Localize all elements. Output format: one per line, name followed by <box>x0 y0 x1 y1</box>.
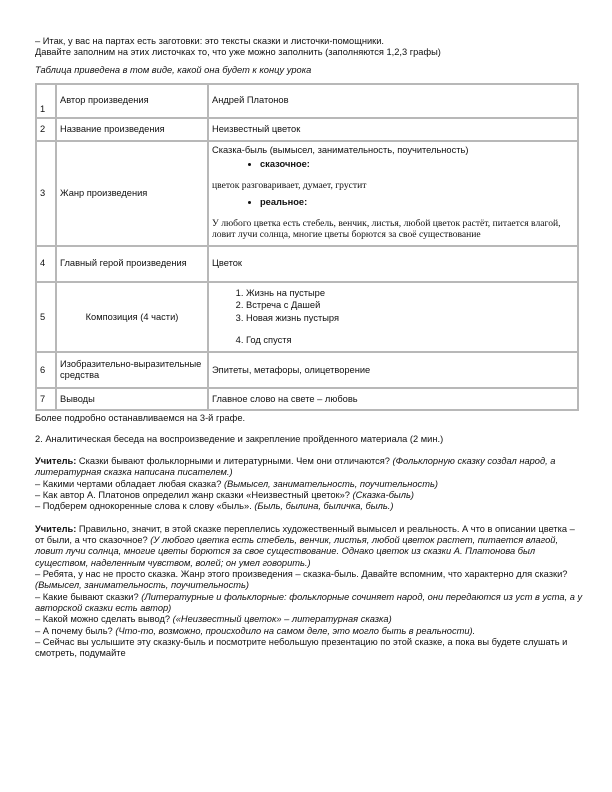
teacher-text: Сказки бывают фольклорными и литературными. Чем они отличаются? <box>76 456 393 467</box>
question-line: – Сейчас вы услышите эту сказку-быль и посмотрите небольшую презентацию по этой сказке, а пока вы будете слушать и смотреть, подумайте <box>35 636 568 659</box>
speaker-label: Учитель: <box>35 523 77 534</box>
answer-text: (Что-то, возможно, происходило на самом деле, это могло быть в реальности). <box>115 625 476 636</box>
composition-list <box>212 288 574 346</box>
list-item: 2. Встреча с Дашей <box>246 300 574 311</box>
row-label: Автор произведения <box>56 84 208 118</box>
teacher-paragraph-1 <box>35 456 583 479</box>
table-row <box>36 282 578 352</box>
row-label: Выводы <box>56 388 208 410</box>
bullet-real: • реальное: <box>260 197 574 208</box>
genre-real-text: У любого цветка есть стебель, венчик, листья, любой цветок растёт, питается влагой, ловит лучи солнца, многие цветы борются за своё существование <box>212 217 561 241</box>
row-label: Изобразительно-выразительные средства <box>56 352 208 388</box>
lesson-table <box>35 83 579 411</box>
answer-text: (Литературные и фольклорные: фольклорные сочиняет народ, они передаются из уст в уста, а у авторской сказки есть автор) <box>35 591 583 613</box>
table-row <box>36 246 578 282</box>
question-text: – Какими чертами обладает любая сказка? <box>35 478 224 489</box>
row-value: Андрей Платонов <box>208 84 578 118</box>
question-text: – Какой можно сделать вывод? <box>35 614 173 625</box>
list-item: 1. Жизнь на пустыре <box>246 288 574 299</box>
teacher-paragraph-2 <box>35 524 583 569</box>
row-label: Жанр произведения <box>56 141 208 246</box>
question-line <box>35 626 583 637</box>
answer-text: (Фольклорную сказку создал народ, а литературная сказка написана писателем.) <box>35 456 556 478</box>
genre-fairy-text: цветок разговаривает, думает, грустит <box>212 179 367 191</box>
intro-line-1: – Итак, у вас на партах есть заготовки: это тексты сказки и листочки-помощники. <box>35 36 385 46</box>
section-heading: 2. Аналитическая беседа на воспроизведение и закрепление пройденного материала (2 мин.) <box>35 433 444 444</box>
row-number: 1 <box>36 84 56 118</box>
table-row <box>36 141 578 246</box>
genre-intro: Сказка-быль (вымысел, занимательность, поучительность) <box>212 144 469 155</box>
list-item: 4. Год спустя <box>246 335 574 346</box>
teacher-text: Правильно, значит, в этой сказке переплелись художественный вымысел и реальность. А что в описании цветка – от были, а что сказочное? <box>35 523 575 546</box>
row-value: Цветок <box>208 246 578 282</box>
answer-text: (Быль, былина, быличка, быль.) <box>254 501 394 512</box>
speaker-label: Учитель: <box>35 456 77 467</box>
answer-text: (Вымысел, занимательность, поучительность) <box>35 580 249 591</box>
after-table-text: Более подробно останавливаемся на 3-й графе. <box>35 413 246 424</box>
answer-text: (У любого цветка есть стебель, венчик, листья, любой цветок растет, питается влагой, ловит лучи солнца, многие цветы борются за свое существование. Однако цветок из сказки А. Платонова был существом, наделенным чувством, волей; он умел говорить.) <box>35 535 559 568</box>
question-line <box>35 501 583 512</box>
table-row <box>36 118 578 141</box>
bullet-fairy: • сказочное: <box>260 159 574 170</box>
genre-bullets-1 <box>212 159 574 170</box>
document-page <box>35 36 583 660</box>
answer-text: (Сказка-быль) <box>352 490 414 501</box>
question-text: – Какие бывают сказки? <box>35 591 142 602</box>
row-number: 6 <box>36 352 56 388</box>
question-line <box>35 592 583 615</box>
row-value: Эпитеты, метафоры, олицетворение <box>208 352 578 388</box>
composition-cell <box>208 282 578 352</box>
list-item: 3. Новая жизнь пустыря <box>246 313 574 324</box>
genre-bullets-2 <box>212 197 574 208</box>
question-text: – Подберем однокоренные слова к слову «быль». <box>35 501 255 512</box>
question-line <box>35 490 583 501</box>
table-row <box>36 84 578 118</box>
row-number: 2 <box>36 118 56 141</box>
question-text: – Как автор А. Платонов определил жанр сказки «Неизвестный цветок»? <box>35 490 353 501</box>
row-label: Композиция (4 части) <box>56 282 208 352</box>
question-line <box>35 614 583 625</box>
answer-text: (Вымысел, занимательность, поучительность) <box>223 478 438 489</box>
row-number: 5 <box>36 282 56 352</box>
row-value: Неизвестный цветок <box>208 118 578 141</box>
question-line <box>35 569 583 592</box>
row-number: 7 <box>36 388 56 410</box>
row-number: 3 <box>36 141 56 246</box>
row-label: Название произведения <box>56 118 208 141</box>
row-label: Главный герой произведения <box>56 246 208 282</box>
table-note: Таблица приведена в том виде, какой она будет к концу урока <box>35 64 312 75</box>
intro-line-2: Давайте заполним на этих листочках то, что уже можно заполнить (заполняются 1,2,3 графы) <box>35 47 441 58</box>
answer-text: («Неизвестный цветок» – литературная сказка) <box>172 614 392 625</box>
table-row <box>36 388 578 410</box>
row-number: 4 <box>36 246 56 282</box>
question-text: – А почему быль? <box>35 625 116 636</box>
question-line <box>35 479 583 490</box>
question-text: – Ребята, у нас не просто сказка. Жанр этого произведения – сказка-быль. Давайте вспомним, что характерно для сказки? <box>35 569 568 579</box>
genre-cell <box>208 141 578 246</box>
row-value: Главное слово на свете – любовь <box>208 388 578 410</box>
table-row <box>36 352 578 388</box>
